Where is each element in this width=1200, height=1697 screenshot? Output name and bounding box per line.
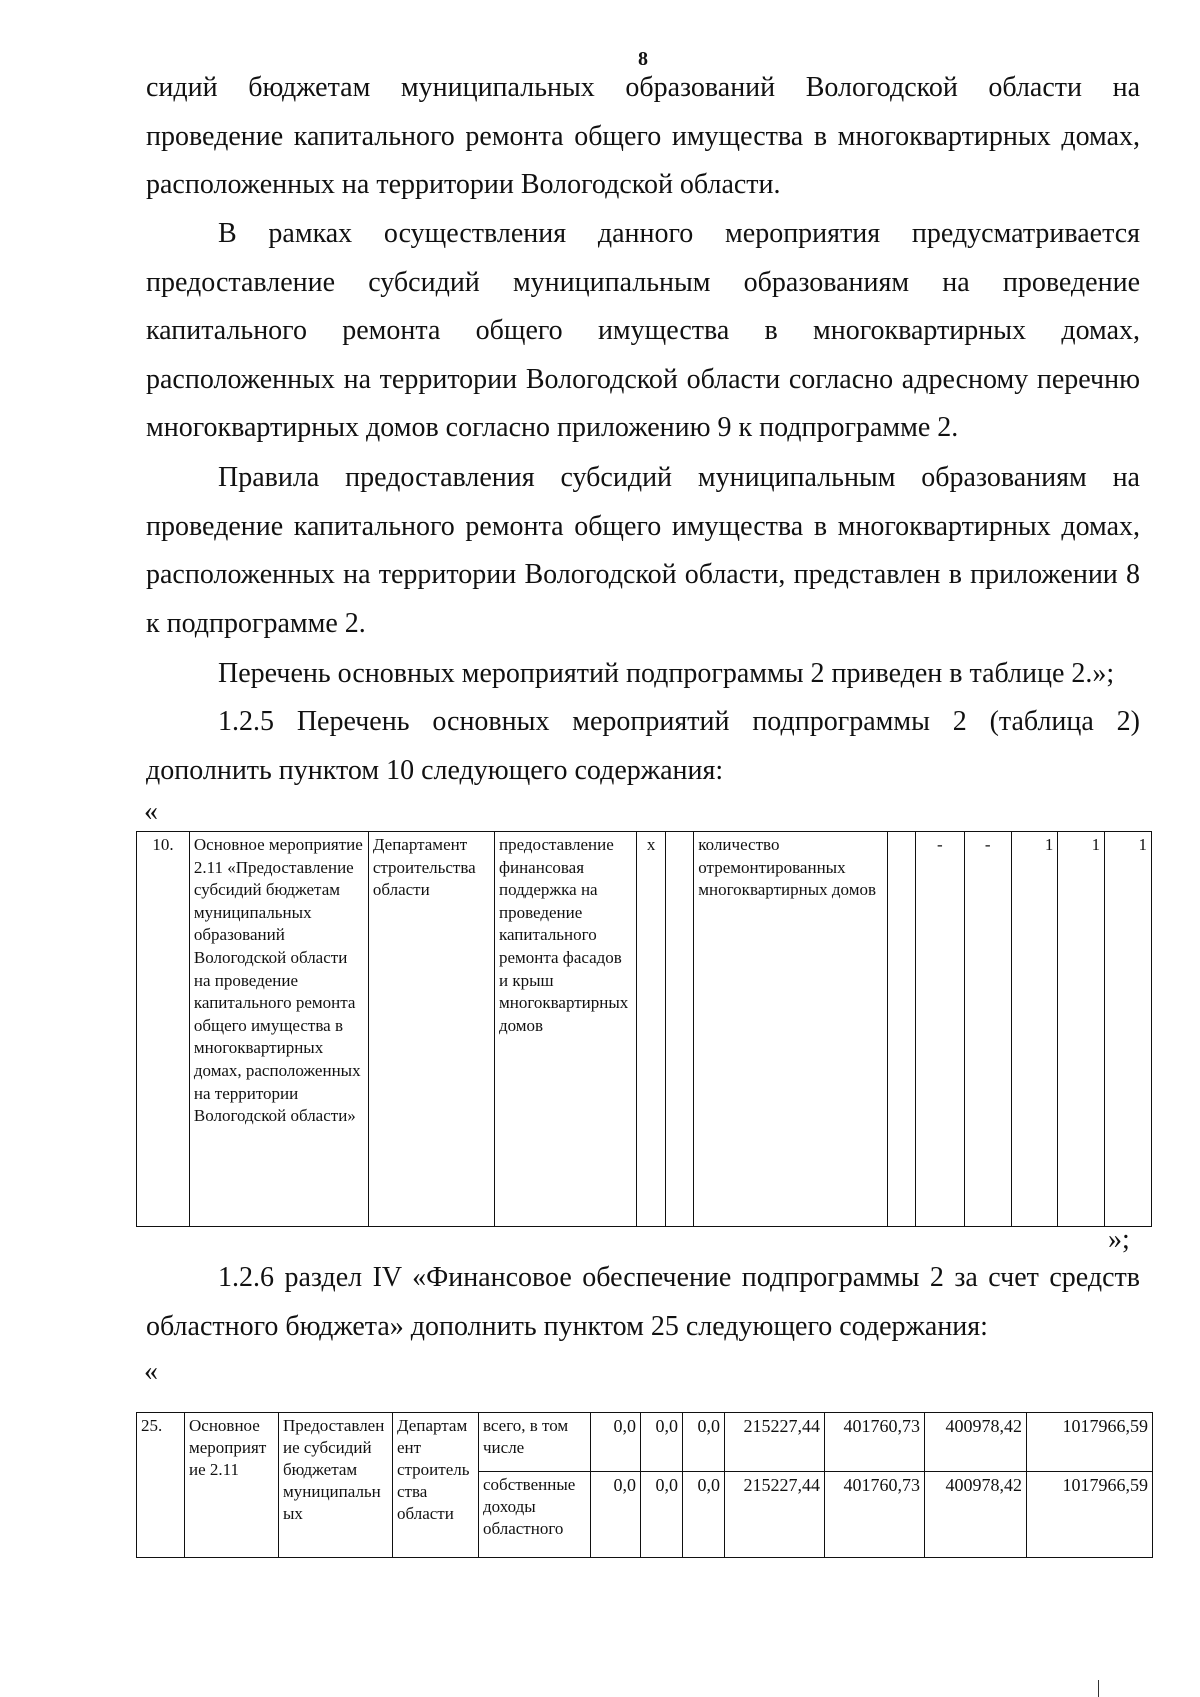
- paragraph-item-1-2-6: 1.2.6 раздел IV «Финансовое обеспечение подпрограммы 2 за счет средств областного бюджета» дополнить пунктом 25 следующего содержания:: [146, 1262, 1140, 1342]
- amount-cell: 400978,42: [925, 1413, 1027, 1472]
- row-number-cell: 25.: [137, 1413, 185, 1558]
- total-amount-cell: 1017966,59: [1027, 1472, 1153, 1558]
- indicator-cell: количество отремонтированных многоквартирных домов: [694, 832, 887, 1227]
- expected-result-cell: предоставление финансовая поддержка на проведение капитального ремонта фасадов и крыш многоквартирных домов: [494, 832, 636, 1227]
- value-cell-2: -: [915, 832, 964, 1227]
- value-cell-3: -: [964, 832, 1011, 1227]
- table-row: [137, 1413, 1153, 1472]
- source-cell: собственные доходы областного: [479, 1472, 591, 1558]
- opening-quote-1: «: [144, 796, 158, 827]
- source-cell: всего, в том числе: [479, 1413, 591, 1472]
- empty-cell: [665, 832, 693, 1227]
- value-cell-6: 1: [1105, 832, 1152, 1227]
- paragraph-table-reference: Перечень основных мероприятий подпрограммы 2 приведен в таблице 2.»;: [218, 658, 1115, 689]
- measure-title-cell: Предоставление субсидий бюджетам муниципальных: [279, 1413, 393, 1558]
- measure-name-cell: Основное мероприятие 2.11 «Предоставление субсидий бюджетам муниципальных образований Вологодской области на проведение капитального ремонта общего имущества в многоквартирных домах, расположенных на территории Вологодской области»: [189, 832, 368, 1227]
- total-amount-cell: 1017966,59: [1027, 1413, 1153, 1472]
- amount-cell: 401760,73: [825, 1472, 925, 1558]
- measures-table-row-10: [136, 831, 1152, 1227]
- value-cell-4: 1: [1011, 832, 1058, 1227]
- amount-cell: 401760,73: [825, 1413, 925, 1472]
- executor-cell: Департамент строительства области: [368, 832, 494, 1227]
- row-number-cell: 10.: [137, 832, 190, 1227]
- amount-cell: 0,0: [641, 1472, 683, 1558]
- measure-cell: Основное мероприятие 2.11: [185, 1413, 279, 1558]
- amount-cell: 0,0: [591, 1472, 641, 1558]
- closing-quote-1: »;: [1108, 1224, 1130, 1255]
- amount-cell: 0,0: [591, 1413, 641, 1472]
- opening-quote-2: «: [144, 1356, 158, 1387]
- finance-table-row-25: [136, 1412, 1153, 1558]
- paragraph-subsidy-rules: Правила предоставления субсидий муниципальным образованиям на проведение капитального ремонта общего имущества в многоквартирных домах, расположенных на территории Вологодской области, представлен в приложении 8 к подпрограмме 2.: [146, 462, 1140, 639]
- scan-edge-mark: [1098, 1680, 1100, 1697]
- amount-cell: 0,0: [683, 1413, 725, 1472]
- value-cell-5: 1: [1058, 832, 1105, 1227]
- value-cell-1: [887, 832, 915, 1227]
- amount-cell: 0,0: [683, 1472, 725, 1558]
- paragraph-measure-scope: В рамках осуществления данного мероприятия предусматривается предоставление субсидий муниципальным образованиям на проведение капитального ремонта общего имущества в многоквартирных домах, расположенных на территории Вологодской области согласно адресному перечню многоквартирных домов согласно приложению 9 к подпрограмме 2.: [146, 218, 1140, 443]
- page-number: 8: [638, 48, 648, 70]
- executor-cell: Департамент строительства области: [393, 1413, 479, 1558]
- amount-cell: 0,0: [641, 1413, 683, 1472]
- mark-cell: х: [637, 832, 665, 1227]
- amount-cell: 215227,44: [725, 1472, 825, 1558]
- paragraph-continuation: сидий бюджетам муниципальных образований Вологодской области на проведение капитального ремонта общего имущества в многоквартирных домах, расположенных на территории Вологодской области.: [146, 72, 1140, 200]
- amount-cell: 215227,44: [725, 1413, 825, 1472]
- amount-cell: 400978,42: [925, 1472, 1027, 1558]
- paragraph-item-1-2-5: 1.2.5 Перечень основных мероприятий подпрограммы 2 (таблица 2) дополнить пунктом 10 следующего содержания:: [146, 706, 1140, 786]
